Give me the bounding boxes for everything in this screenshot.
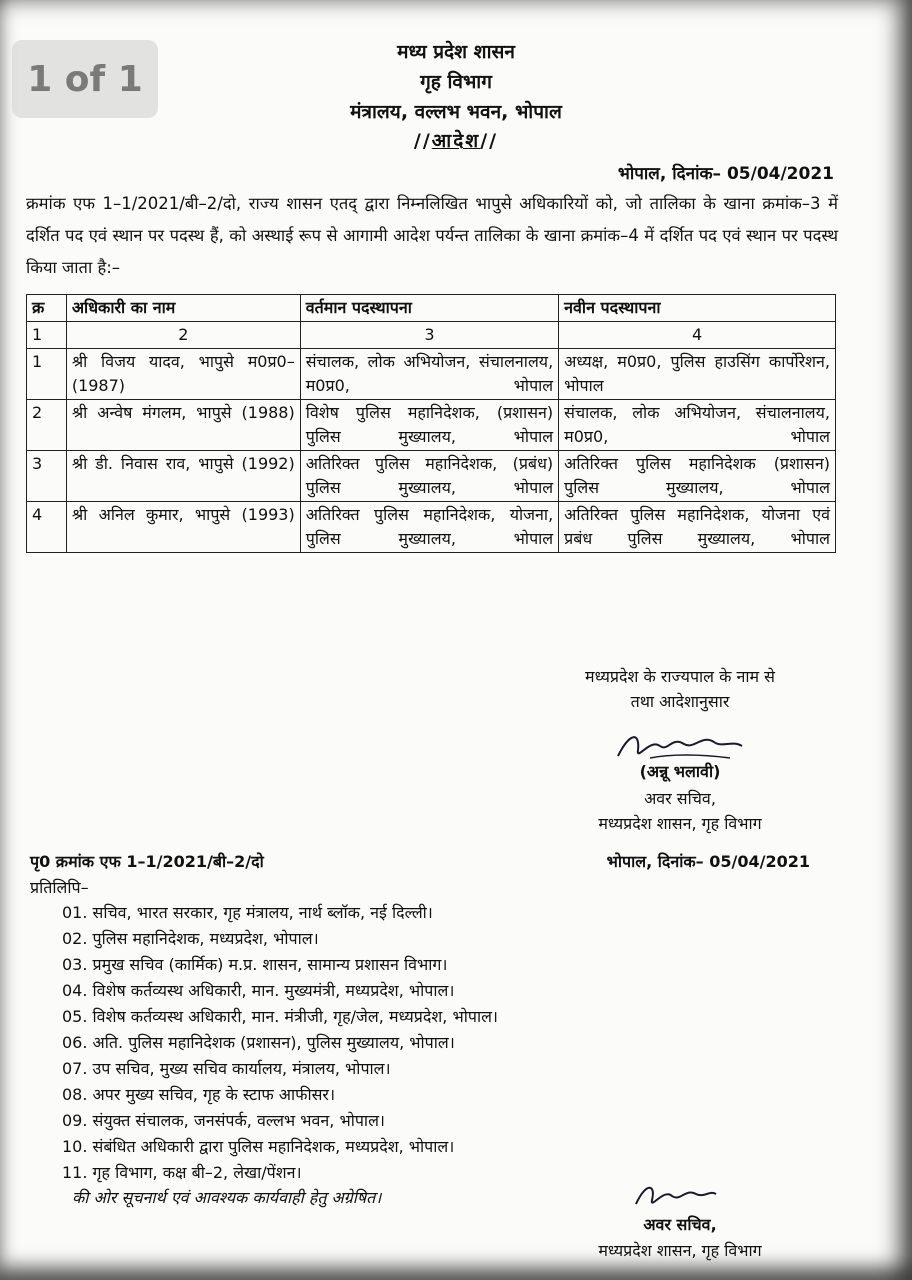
- list-item: 01. सचिव, भारत सरकार, गृह मंत्रालय, नार्थ ब्लॉक, नई दिल्ली।: [62, 903, 433, 922]
- row-new-posting: संचालक, लोक अभियोजन, संचालनालय, म0प्र0, भोपाल: [559, 400, 836, 451]
- list-item: 07. उप सचिव, मुख्य सचिव कार्यालय, मंत्रालय, भोपाल।: [62, 1059, 391, 1078]
- row-current-posting: अतिरिक्त पुलिस महानिदेशक, (प्रबंध) पुलिस मुख्यालय, भोपाल: [300, 451, 558, 502]
- list-item: 05. विशेष कर्तव्यस्थ अधिकारी, मान. मंत्रीजी, गृह/जेल, मध्यप्रदेश, भोपाल।: [62, 1007, 498, 1026]
- order-title-suffix: //: [480, 130, 499, 152]
- list-item: 11. गृह विभाग, कक्ष बी–2, लेखा/पेंशन।: [62, 1163, 302, 1182]
- table-column-number-row: [27, 322, 836, 349]
- designation-line2: मध्यप्रदेश शासन, गृह विभाग: [598, 814, 762, 833]
- endorsement-signatory: [560, 1212, 800, 1264]
- list-item: 03. प्रमुख सचिव (कार्मिक) म.प्र. शासन, सामान्य प्रशासन विभाग।: [62, 955, 448, 974]
- table-header-row: [27, 295, 836, 322]
- table-row: [27, 502, 836, 553]
- col-number: 4: [559, 322, 836, 349]
- endorsement-designation1: अवर सचिव,: [643, 1215, 717, 1234]
- col-number: 1: [27, 322, 67, 349]
- table-row: [27, 349, 836, 400]
- row-sno: 3: [27, 451, 67, 502]
- order-title-prefix: //: [413, 130, 432, 152]
- col-number: 2: [66, 322, 300, 349]
- officer-name: (अन्नू भलावी): [639, 762, 721, 781]
- list-item: 06. अति. पुलिस महानिदेशक (प्रशासन), पुलिस मुख्यालय, भोपाल।: [62, 1033, 455, 1052]
- posting-table: [26, 294, 836, 553]
- forward-note: की ओर सूचनार्थ एवं आवश्यक कार्यवाही हेतु अग्रेषित।: [72, 1188, 382, 1207]
- header-officer-name: अधिकारी का नाम: [66, 295, 300, 322]
- copy-heading: प्रतिलिपि–: [30, 878, 89, 897]
- list-item: 02. पुलिस महानिदेशक, मध्यप्रदेश, भोपाल।: [62, 929, 319, 948]
- row-new-posting: अध्यक्ष, म0प्र0, पुलिस हाउसिंग कार्पोरेशन, भोपाल: [559, 349, 836, 400]
- authority-block: [540, 664, 820, 714]
- row-officer-name: श्री विजय यादव, भापुसे म0प्र0–(1987): [66, 349, 300, 400]
- signature-mark: [630, 1180, 720, 1214]
- header-department: गृह विभाग: [420, 71, 492, 93]
- list-item: 04. विशेष कर्तव्यस्थ अधिकारी, मान. मुख्यमंत्री, मध्यप्रदेश, भोपाल।: [62, 981, 455, 1000]
- row-new-posting: अतिरिक्त पुलिस महानिदेशक, योजना एवं प्रबंध पुलिस मुख्यालय, भोपाल: [559, 502, 836, 553]
- table-row: [27, 451, 836, 502]
- page-indicator: 1 of 1: [12, 40, 158, 118]
- order-intro-paragraph: क्रमांक एफ 1–1/2021/बी–2/दो, राज्य शासन एतद् द्वारा निम्नलिखित भापुसे अधिकारियों को, जो तालिका के खाना क्रमांक–3 में दर्शित पद एवं स्थान पर पदस्थ हैं, को अस्थाई रूप से आगामी आदेश पर्यन्त तालिका के खाना क्रमांक–4 में दर्शित पद एवं स्थान पर पदस्थ किया जाता है:–: [26, 194, 838, 277]
- col-number: 3: [300, 322, 558, 349]
- row-sno: 4: [27, 502, 67, 553]
- list-item: 09. संयुक्त संचालक, जनसंपर्क, वल्लभ भवन, भोपाल।: [62, 1111, 385, 1130]
- designation-line1: अवर सचिव,: [644, 789, 716, 808]
- row-current-posting: विशेष पुलिस महानिदेशक, (प्रशासन) पुलिस मुख्यालय, भोपाल: [300, 400, 558, 451]
- order-title: [0, 127, 912, 153]
- officer-designation: [540, 786, 820, 836]
- row-sno: 1: [27, 349, 67, 400]
- endorsement-designation2: मध्यप्रदेश शासन, गृह विभाग: [598, 1241, 762, 1260]
- authority-line2: तथा आदेशानुसार: [630, 692, 730, 711]
- row-officer-name: श्री डी. निवास राव, भापुसे (1992): [66, 451, 300, 502]
- header-sno: क्र: [27, 295, 67, 322]
- row-current-posting: अतिरिक्त पुलिस महानिदेशक, योजना, पुलिस मुख्यालय, भोपाल: [300, 502, 558, 553]
- list-item: 08. अपर मुख्य सचिव, गृह के स्टाफ आफीसर।: [62, 1085, 336, 1104]
- endorsement-date: भोपाल, दिनांक– 05/04/2021: [606, 852, 810, 871]
- row-new-posting: अतिरिक्त पुलिस महानिदेशक (प्रशासन) पुलिस मुख्यालय, भोपाल: [559, 451, 836, 502]
- row-officer-name: श्री अनिल कुमार, भापुसे (1993): [66, 502, 300, 553]
- table-row: [27, 400, 836, 451]
- header-new-posting: नवीन पदस्थापना: [559, 295, 836, 322]
- header-current-posting: वर्तमान पदस्थापना: [300, 295, 558, 322]
- header-address: मंत्रालय, वल्लभ भवन, भोपाल: [350, 101, 562, 123]
- order-title-word: आदेश: [431, 130, 481, 152]
- row-sno: 2: [27, 400, 67, 451]
- list-item: 10. संबंधित अधिकारी द्वारा पुलिस महानिदेशक, मध्यप्रदेश, भोपाल।: [62, 1137, 455, 1156]
- row-officer-name: श्री अन्वेष मंगलम, भापुसे (1988): [66, 400, 300, 451]
- order-date: भोपाल, दिनांक– 05/04/2021: [617, 164, 834, 184]
- authority-line1: मध्यप्रदेश के राज्यपाल के नाम से: [585, 667, 775, 686]
- header-government: मध्य प्रदेश शासन: [397, 41, 515, 63]
- endorsement-ref: पृ0 क्रमांक एफ 1–1/2021/बी–2/दो: [30, 852, 264, 871]
- row-current-posting: संचालक, लोक अभियोजन, संचालनालय, म0प्र0, भोपाल: [300, 349, 558, 400]
- copy-list: [62, 900, 498, 1186]
